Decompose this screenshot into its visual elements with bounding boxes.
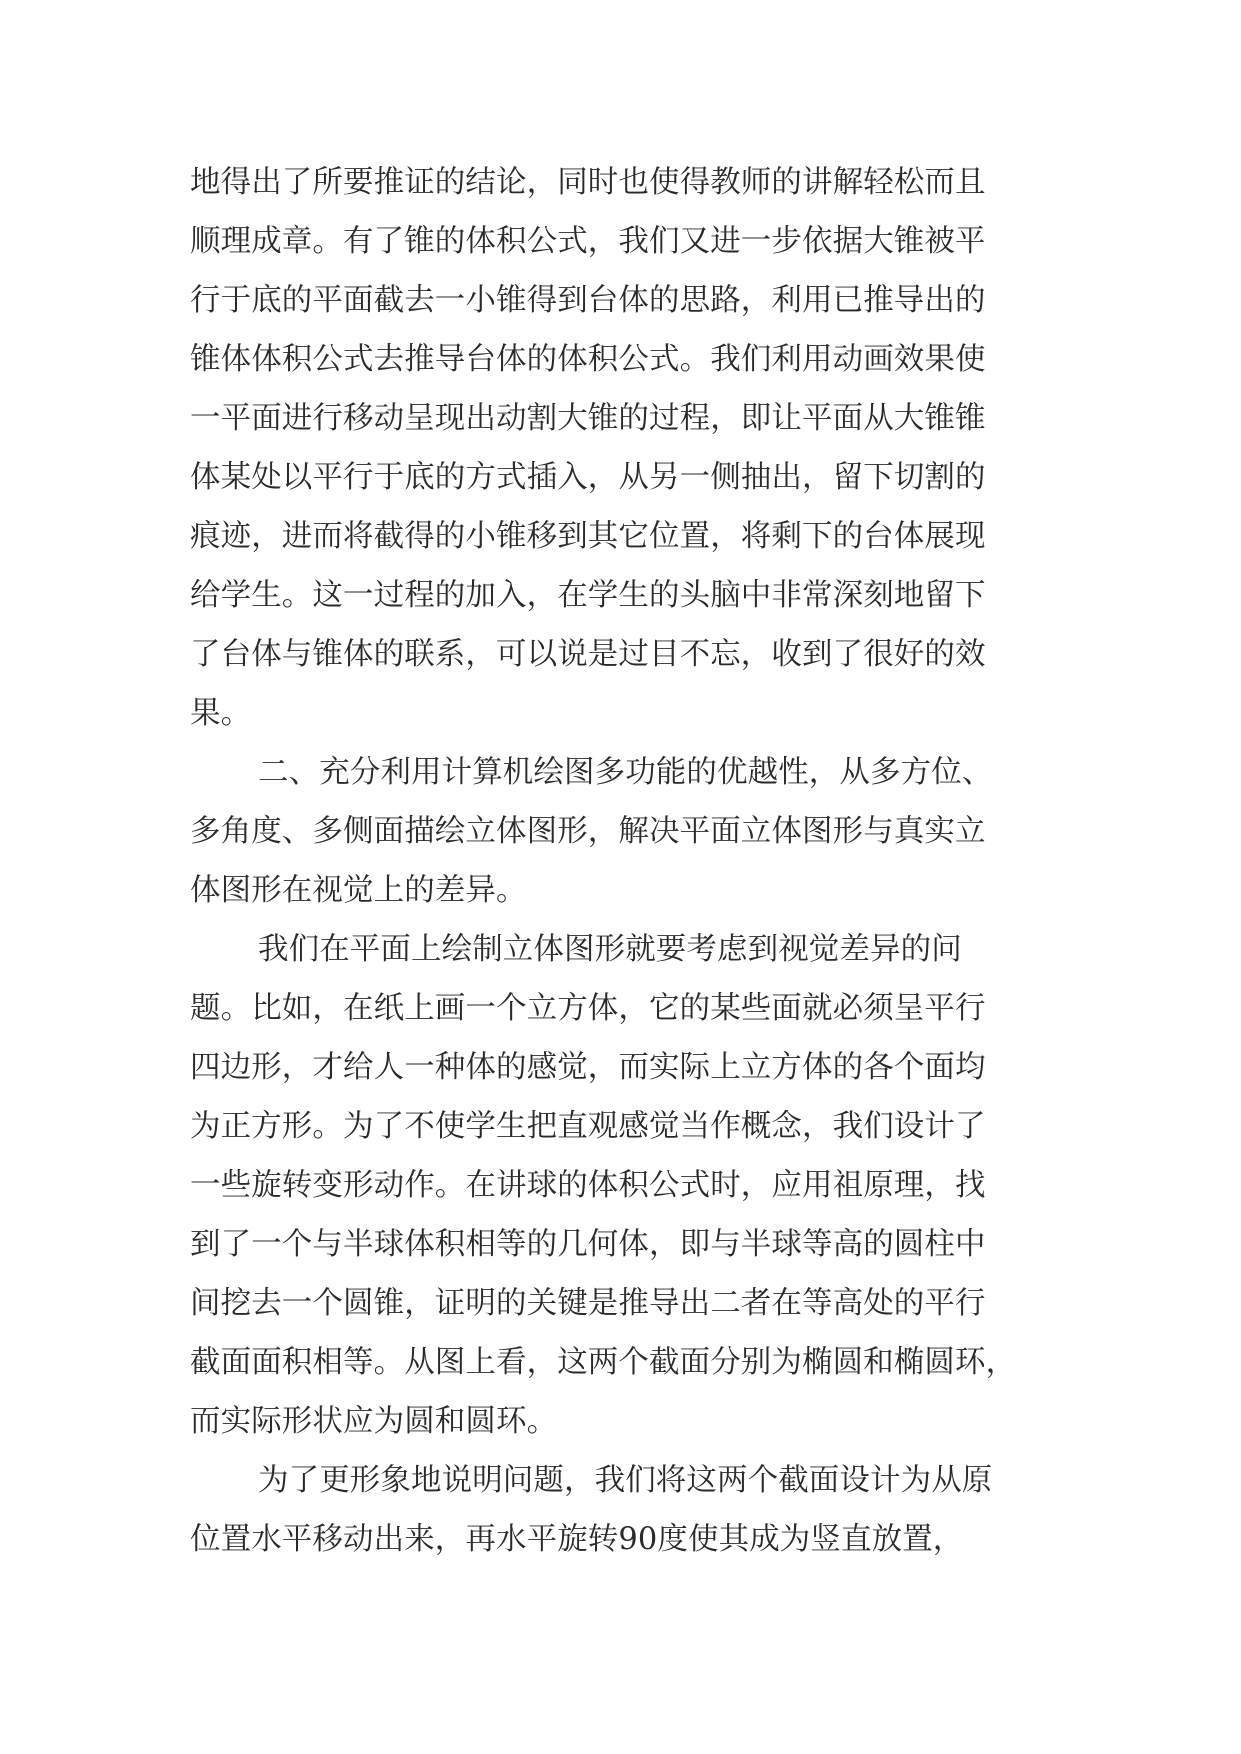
text-line: 体图形在视觉上的差异。	[190, 873, 527, 908]
text-line: 果。	[190, 696, 252, 731]
text-line: 顺理成章。有了锥的体积公式，我们又进一步依据大锥被平	[190, 224, 986, 259]
text-line: 痕迹，进而将截得的小锥移到其它位置，将剩下的台体展现	[190, 519, 986, 554]
text-line: 四边形，才给人一种体的感觉，而实际上立方体的各个面均	[190, 1050, 986, 1085]
text-line: 一些旋转变形动作。在讲球的体积公式时，应用祖原理，找	[190, 1168, 986, 1203]
text-line: 一平面进行移动呈现出动割大锥的过程，即让平面从大锥锥	[190, 401, 986, 436]
text-line: 给学生。这一过程的加入，在学生的头脑中非常深刻地留下	[190, 578, 986, 613]
text-line: 到了一个与半球体积相等的几何体，即与半球等高的圆柱中	[190, 1227, 986, 1262]
text-line: 锥体体积公式去推导台体的体积公式。我们利用动画效果使	[190, 342, 986, 377]
text-line: 行于底的平面截去一小锥得到台体的思路，利用已推导出的	[190, 283, 986, 318]
text-line: 多角度、多侧面描绘立体图形，解决平面立体图形与真实立	[190, 814, 986, 849]
text-line: 位置水平移动出来，再水平旋转90度使其成为竖直放置，	[190, 1522, 964, 1557]
text-line: 为正方形。为了不使学生把直观感觉当作概念，我们设计了	[190, 1109, 986, 1144]
text-line: 我们在平面上绘制立体图形就要考虑到视觉差异的问	[258, 932, 962, 967]
text-line: 体某处以平行于底的方式插入，从另一侧抽出，留下切割的	[190, 460, 986, 495]
text-line: 间挖去一个圆锥，证明的关键是推导出二者在等高处的平行	[190, 1286, 986, 1321]
text-line: 而实际形状应为圆和圆环。	[190, 1404, 558, 1439]
text-line: 截面面积相等。从图上看，这两个截面分别为椭圆和椭圆环，	[190, 1345, 1017, 1380]
text-line: 题。比如，在纸上画一个立方体，它的某些面就必须呈平行	[190, 991, 986, 1026]
text-line: 二、充分利用计算机绘图多功能的优越性，从多方位、	[258, 755, 993, 790]
text-line: 了台体与锥体的联系，可以说是过目不忘，收到了很好的效	[190, 637, 986, 672]
text-line: 地得出了所要推证的结论，同时也使得教师的讲解轻松而且	[190, 165, 986, 200]
text-line: 为了更形象地说明问题，我们将这两个截面设计为从原	[258, 1463, 993, 1498]
